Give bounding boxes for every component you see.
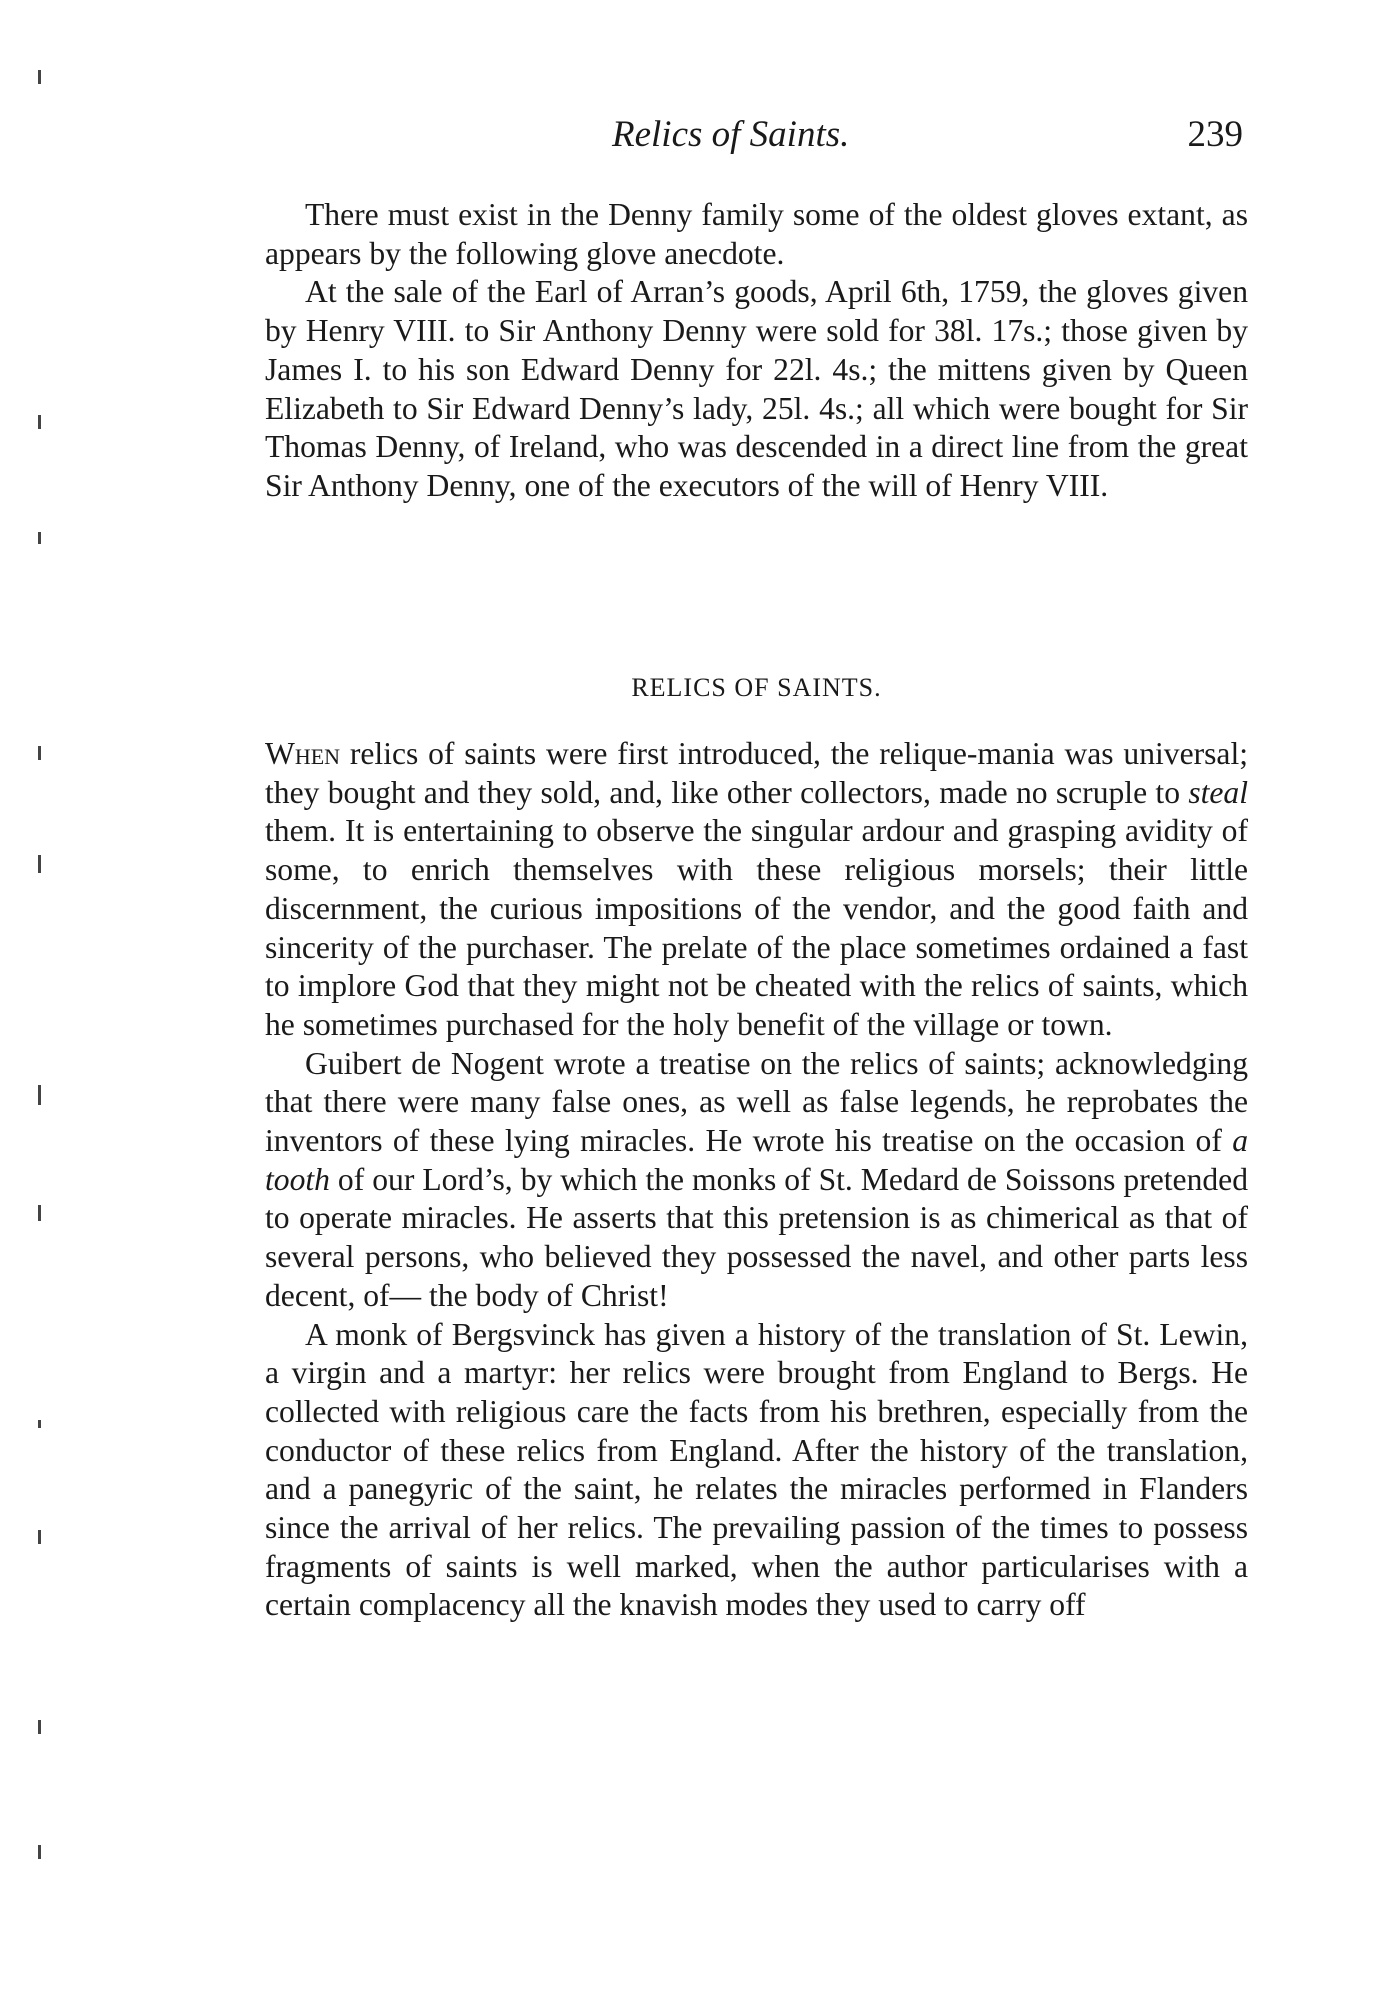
- paragraph-text: Guibert de Nogent wrote a treatise on the relics of saints; acknowledging that there were many false ones, as well as false legends, he reprobates the inventors of these lying miracles. He wrote his treatise on the occasion of: [265, 1045, 1248, 1159]
- paragraph: [265, 735, 1248, 1045]
- page-number: 239: [1187, 114, 1243, 155]
- paragraph-text: of our Lord’s, by which the monks of St. Medard de Soissons pretended to operate miracles. He asserts that this pretension is as chimerical as that of several persons, who believed they possessed the navel, and other parts less decent, of— the body of Christ!: [265, 1161, 1248, 1313]
- margin-mark: [38, 1845, 41, 1859]
- paragraph: A monk of Bergsvinck has given a history of the translation of St. Lewin, a virgin and a martyr: her relics were brought from England to Bergs. He collected with religious care the facts from his brethren, especially from the conductor of these relics from England. After the history of the translation, and a panegyric of the saint, he relates the miracles performed in Flanders since the arrival of her relics. The prevailing passion of the times to possess fragments of saints is well marked, when the author particularises with a certain complacency all the knavish modes they used to carry off: [265, 1316, 1248, 1623]
- margin-mark: [38, 746, 41, 760]
- paragraph: There must exist in the Denny family some of the oldest gloves extant, as appears by the following glove anecdote.: [265, 197, 1248, 271]
- paragraph-text: relics of saints were first introduced, the relique-mania was universal; they bought and they sold, and, like other collectors, made no scruple to: [265, 736, 1248, 810]
- paragraph-text: them. It is entertaining to observe the singular ardour and grasping avidity of some, to enrich themselves with these religious morsels; their little discernment, the curious impositions of the vendor, and the good faith and sincerity of the purchaser. The prelate of the place sometimes ordained a fast to implore God that they might not be cheated with the relics of saints, which he sometimes purchased for the holy benefit of the village or town.: [265, 813, 1248, 1042]
- margin-mark: [38, 1205, 41, 1221]
- section-heading: RELICS OF SAINTS.: [631, 673, 882, 702]
- margin-mark: [38, 415, 41, 429]
- intro-text: [265, 196, 1248, 506]
- margin-mark: [38, 855, 41, 873]
- margin-mark: [38, 70, 41, 84]
- scan-margin-marks: [0, 0, 60, 2004]
- emphasis: steal: [1188, 774, 1248, 810]
- margin-mark: [38, 1420, 41, 1428]
- margin-mark: [38, 1085, 41, 1105]
- margin-mark: [38, 1530, 41, 1544]
- margin-mark: [38, 532, 41, 544]
- emphasis: a tooth: [265, 1123, 1248, 1197]
- running-title: Relics of Saints.: [612, 114, 850, 155]
- paragraph: [265, 1045, 1248, 1316]
- margin-mark: [38, 1720, 41, 1734]
- page-header: [265, 110, 1265, 160]
- section-body: [265, 735, 1248, 1625]
- drop-word: When: [265, 736, 341, 771]
- paragraph: At the sale of the Earl of Arran’s goods, April 6th, 1759, the gloves given by Henry VIII. to Sir Anthony Denny were sold for 38l. 17s.; those given by James I. to his son Edward Denny for 22l. 4s.; the mittens given by Queen Elizabeth to Sir Edward Denny’s lady, 25l. 4s.; all which were bought for Sir Thomas Denny, of Ireland, who was descended in a direct line from the great Sir Anthony Denny, one of the executors of the will of Henry VIII.: [265, 274, 1248, 503]
